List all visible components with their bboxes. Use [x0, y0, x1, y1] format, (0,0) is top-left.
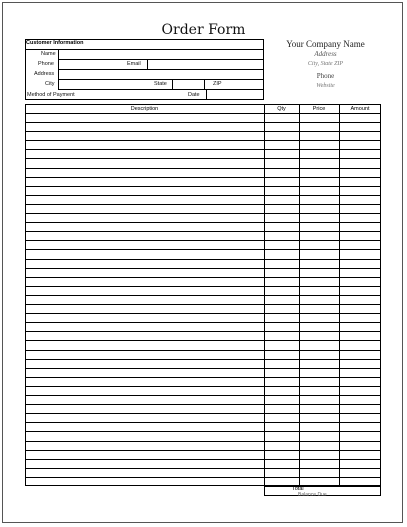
table-row[interactable]	[25, 404, 381, 405]
table-row[interactable]	[25, 359, 381, 360]
table-row[interactable]	[25, 304, 381, 305]
zip-divider	[204, 79, 205, 89]
address-label: Address	[34, 71, 55, 77]
table-row[interactable]	[25, 477, 381, 478]
table-header-divider	[25, 113, 381, 114]
column-header-description: Description	[130, 106, 159, 112]
table-row[interactable]	[25, 441, 381, 442]
table-row[interactable]	[25, 377, 381, 378]
company-phone: Phone	[316, 72, 335, 80]
table-row[interactable]	[25, 368, 381, 369]
table-row[interactable]	[25, 231, 381, 232]
column-header-qty: Qty	[277, 106, 286, 112]
table-row[interactable]	[25, 295, 381, 296]
column-header-price: Price	[312, 106, 326, 112]
table-row[interactable]	[25, 177, 381, 178]
table-row[interactable]	[25, 322, 381, 323]
payment-method-label: Method of Payment	[27, 92, 75, 98]
label-column-divider	[58, 49, 59, 89]
table-row[interactable]	[25, 340, 381, 341]
name-field[interactable]	[58, 59, 264, 60]
zip-label: ZIP	[213, 81, 222, 87]
footer-note: Balance Due	[298, 492, 327, 498]
state-divider	[172, 79, 173, 89]
table-row[interactable]	[25, 350, 381, 351]
table-row[interactable]	[25, 158, 381, 159]
table-row[interactable]	[25, 450, 381, 451]
table-row[interactable]	[25, 222, 381, 223]
table-row[interactable]	[25, 286, 381, 287]
customer-divider	[25, 49, 264, 50]
city-state-zip-field[interactable]	[58, 89, 264, 90]
table-row[interactable]	[25, 413, 381, 414]
name-label: Name	[41, 51, 56, 57]
company-address: Address	[314, 50, 337, 58]
date-label: Date	[188, 92, 200, 98]
table-row[interactable]	[25, 131, 381, 132]
email-divider	[147, 59, 148, 69]
table-row[interactable]	[25, 122, 381, 123]
table-row[interactable]	[25, 168, 381, 169]
city-label: City	[45, 81, 55, 87]
date-divider	[206, 89, 207, 100]
table-row[interactable]	[25, 186, 381, 187]
company-name: Your Company Name	[286, 39, 365, 49]
phone-email-field[interactable]	[58, 69, 264, 70]
phone-label: Phone	[38, 61, 54, 67]
column-header-amount: Amount	[350, 106, 370, 112]
table-row[interactable]	[25, 195, 381, 196]
state-label: State	[154, 81, 167, 87]
table-row[interactable]	[25, 431, 381, 432]
table-row[interactable]	[25, 386, 381, 387]
table-row[interactable]	[25, 149, 381, 150]
company-website: Website	[316, 83, 335, 89]
table-row[interactable]	[25, 277, 381, 278]
table-row[interactable]	[25, 213, 381, 214]
table-row[interactable]	[25, 459, 381, 460]
table-row[interactable]	[25, 468, 381, 469]
total-label: Total	[292, 486, 304, 492]
page-title: Order Form	[161, 22, 246, 38]
table-row[interactable]	[25, 140, 381, 141]
table-row[interactable]	[25, 422, 381, 423]
table-row[interactable]	[25, 313, 381, 314]
table-row[interactable]	[25, 240, 381, 241]
table-row[interactable]	[25, 259, 381, 260]
customer-info-heading: Customer Information	[26, 40, 84, 46]
table-row[interactable]	[25, 249, 381, 250]
table-row[interactable]	[25, 395, 381, 396]
table-row[interactable]	[25, 331, 381, 332]
company-city-line: City, State ZIP	[307, 61, 344, 67]
table-row[interactable]	[25, 204, 381, 205]
address-field[interactable]	[58, 79, 264, 80]
table-row[interactable]	[25, 268, 381, 269]
email-label: Email	[127, 61, 141, 67]
